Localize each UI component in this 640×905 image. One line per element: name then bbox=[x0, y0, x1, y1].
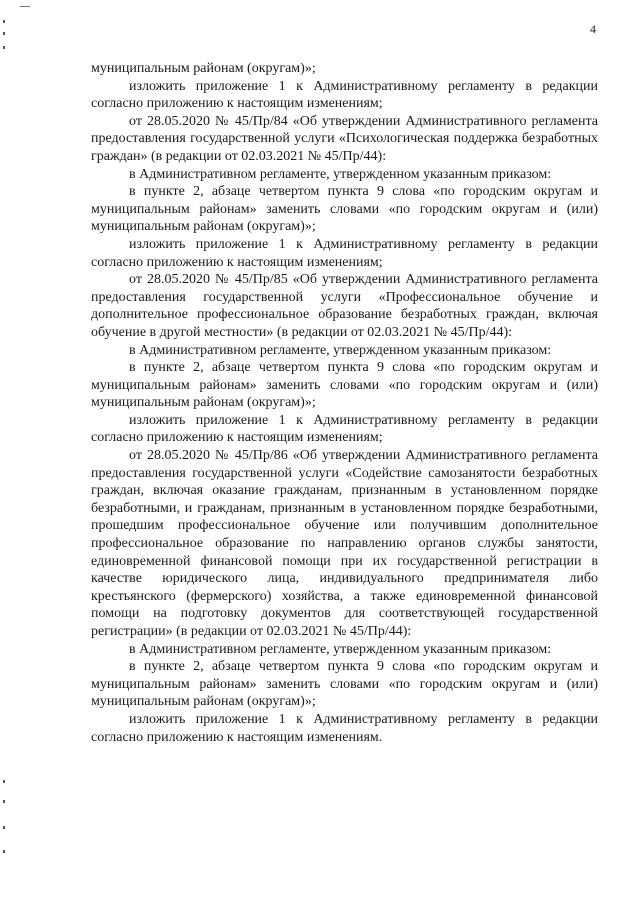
paragraph: в Административном регламенте, утвержденном указанным приказом: bbox=[129, 641, 552, 657]
document-body bbox=[91, 60, 598, 746]
paragraph: изложить приложение 1 к Административному регламенту в редакции согласно приложению к настоящим изменениям. bbox=[91, 711, 598, 745]
paragraph: изложить приложение 1 к Административному регламенту в редакции согласно приложению к настоящим изменениям; bbox=[91, 236, 598, 270]
paragraph: в пункте 2, абзаце четвертом пункта 9 слова «по городским округам и муниципальным районам» заменить словами «по городским округам и (или) муниципальным районам (округам)»; bbox=[91, 659, 598, 710]
scan-artifact bbox=[20, 6, 30, 7]
paragraph: в пункте 2, абзаце четвертом пункта 9 слова «по городским округам и муниципальным районам» заменить словами «по городским округам и (или) муниципальным районам (округам)»; bbox=[91, 360, 598, 411]
paragraph: изложить приложение 1 к Административному регламенту в редакции согласно приложению к настоящим изменениям; bbox=[91, 78, 598, 112]
paragraph: в Административном регламенте, утвержденном указанным приказом: bbox=[129, 166, 552, 182]
paragraph: изложить приложение 1 к Административному регламенту в редакции согласно приложению к настоящим изменениям; bbox=[91, 412, 598, 446]
scan-artifact bbox=[3, 20, 6, 60]
scan-artifact bbox=[3, 780, 6, 860]
paragraph: от 28.05.2020 № 45/Пр/85 «Об утверждении Административного регламента предоставления государственной услуги «Профессиональное обучение и дополнительное профессиональное образование безработных граждан, включая обучение в другой местности» (в редакции от 02.03.2021 № 45/Пр/44): bbox=[91, 272, 598, 340]
paragraph: от 28.05.2020 № 45/Пр/84 «Об утверждении Административного регламента предоставления государственной услуги «Психологическая поддержка безработных граждан» (в редакции от 02.03.2021 № 45/Пр/44): bbox=[91, 113, 598, 164]
paragraph: от 28.05.2020 № 45/Пр/86 «Об утверждении Административного регламента предоставления государственной услуги «Содействие самозанятости безработных граждан, включая оказание гражданам, признанным в установленном порядке безработными, и гражданам, признанным в установленном порядке безработными, прошедшим профессиональное обучение или получившим дополнительное профессиональное образование по направлению органов службы занятости, единовременной финансовой помощи при их государственной регистрации в качестве юридического лица, индивидуального предпринимателя либо крестьянского (фермерского) хозяйства, а также единовременной финансовой помощи на подготовку документов для соответствующей государственной регистрации» (в редакции от 02.03.2021 № 45/Пр/44): bbox=[91, 448, 598, 639]
page-number: 4 bbox=[590, 22, 596, 36]
paragraph: муниципальным районам (округам)»; bbox=[91, 61, 316, 76]
paragraph: в пункте 2, абзаце четвертом пункта 9 слова «по городским округам и муниципальным районам» заменить словами «по городским округам и (или) муниципальным районам (округам)»; bbox=[91, 184, 598, 235]
paragraph: в Административном регламенте, утвержденном указанным приказом: bbox=[129, 342, 552, 358]
